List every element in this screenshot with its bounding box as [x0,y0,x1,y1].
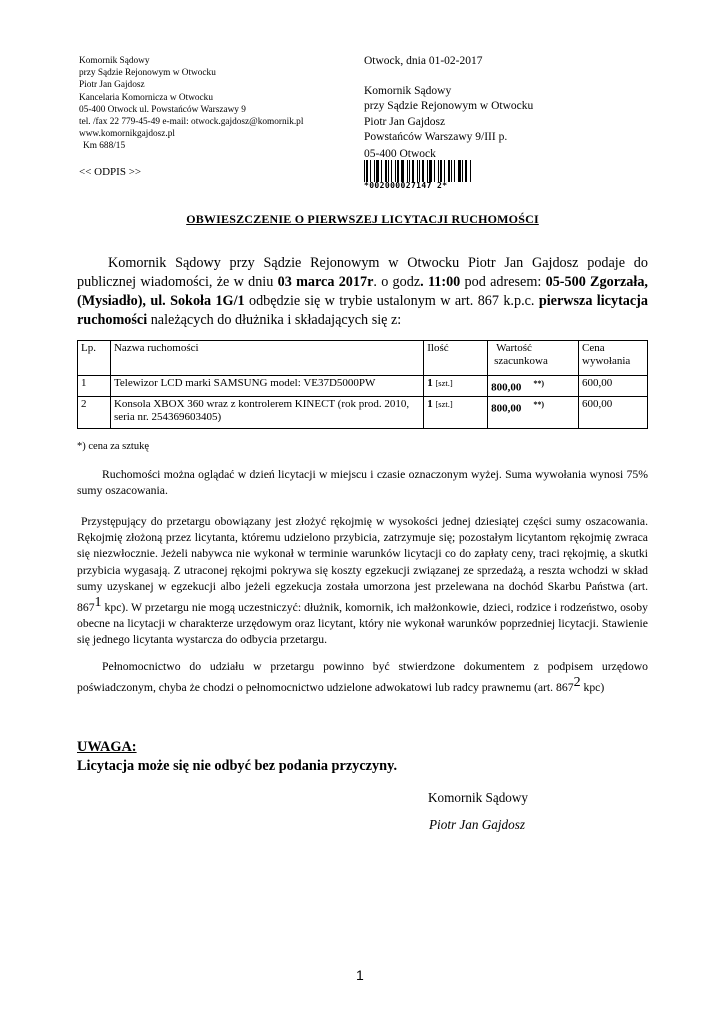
barcode-bar [407,160,408,182]
cell-price: 600,00 [579,396,648,428]
header-price-line1: Cena [582,342,605,354]
intro-text: . o godz [373,274,421,290]
barcode-bar [454,160,455,182]
barcode-bar [376,160,379,182]
value-amount: 800,00 [491,402,522,415]
header-price [579,341,648,376]
barcode-bar [458,160,461,182]
barcode-bar [427,160,428,182]
cell-qty [424,376,488,397]
paragraph-text: kpc). W przetargu nie mogą uczestniczyć: dłużnik, komornik, ich małżonkowie, dzieci, rodzice i rodzeństwo, osoby obecne na licytacji w charakterze urzędowym oraz licytant, który nie wykonał warunków poprzedniej licytacji. Stawienie się jednego licytanta wystarcza do odbycia przetargu. [77,600,648,647]
deposit-paragraph [77,514,648,649]
signer-title: Komornik Sądowy [428,790,529,805]
barcode-bar [388,160,389,182]
barcode-bar [448,160,450,182]
barcode-bar [470,160,471,182]
qty-value: 1 [427,397,433,410]
barcode-bar [366,160,368,182]
proxy-paragraph [77,659,648,696]
header-value-line1: Wartość [496,342,532,354]
qty-unit: [szt.] [435,398,453,409]
header-value [488,341,579,376]
addressee-line: przy Sądzie Rejonowym w Otwocku [364,100,534,113]
intro-paragraph [77,254,648,330]
sender-line: tel. /fax 22 779-45-49 e-mail: otwock.gajdosz@komornik.pl [79,117,304,128]
barcode-bar [422,160,424,182]
notice-block [77,738,397,776]
auction-type: pierwsza licytacja ruchomości [77,293,648,328]
sender-line: Komornik Sądowy [79,56,150,66]
table-header-row [78,341,648,376]
page-number: 1 [356,967,364,983]
barcode-bar [412,160,414,182]
paragraph-text: kpc) [580,681,605,695]
barcode-bar [417,160,418,182]
header-price-line2: wywołania [582,355,631,367]
intro-text: odbędzie się w trybie ustalonym w art. 867 k.p.c. [244,293,539,309]
header-qty: Ilość [424,341,488,376]
article-superscript: 2 [573,675,581,691]
sender-line: przy Sądzie Rejonowym w Otwocku [79,68,216,79]
addressee-line: 05-400 Otwock [364,148,436,161]
barcode-bar [370,160,371,182]
cell-name: Telewizor LCD marki SAMSUNG model: VE37D5000PW [110,376,423,397]
sender-line: Piotr Jan Gajdosz [79,80,145,91]
odpis-label: << ODPIS >> [79,166,142,178]
value-amount: 800,00 [491,381,522,394]
cell-value [488,376,579,397]
barcode-bar [440,160,442,182]
cell-price: 600,00 [579,376,648,397]
cell-value [488,396,579,428]
value-footnote-mark: **) [533,379,545,388]
barcode-bar [395,160,396,182]
header-name: Nazwa ruchomości [110,341,423,376]
auction-address: 05-500 Zgorzała, (Mysiadło), ul. Sokoła 1G/1 [77,274,648,309]
addressee-block [364,84,533,162]
barcode-bar [364,160,365,182]
sender-line: 05-400 Otwock ul. Powstańców Warszawy 9 [79,104,246,115]
header-lp: Lp. [78,341,111,376]
barcode-bar [385,160,387,182]
barcode [364,160,472,190]
barcode-bar [374,160,375,182]
barcode-bar [401,160,404,182]
intro-text: pod adresem: [460,274,546,290]
viewing-paragraph: Ruchomości można oglądać w dzień licytacji w miejscu i czasie oznaczonym wyżej. Suma wywołania wynosi 75% sumy oszacowania. [77,468,648,498]
barcode-bar [434,160,435,182]
addressee-line: Piotr Jan Gajdosz [364,115,446,128]
article-superscript: 1 [94,595,102,611]
header-value-line2: szacunkowa [494,355,548,367]
barcode-bar [409,160,410,182]
footnote: *) cena za sztukę [77,441,149,452]
sender-line: www.komornikgajdosz.pl [79,129,175,140]
intro-text: należących do dłużnika i składających się z: [147,312,402,328]
cell-qty [424,396,488,428]
value-footnote-mark: **) [533,399,545,409]
barcode-bar [429,160,432,182]
notice-text: Licytacja może się nie odbyć bez podania przyczyny. [77,758,398,774]
cell-name: Konsola XBOX 360 wraz z kontrolerem KINECT (rok prod. 2010, seria nr. 254369603405) [110,396,423,428]
barcode-bar [451,160,452,182]
barcode-bar [381,160,382,182]
barcode-bar [397,160,399,182]
barcode-bar [391,160,392,182]
barcode-bar [419,160,420,182]
qty-value: 1 [427,377,433,389]
paragraph-text: Pełnomocnictwo do udziału w przetargu powinno być stwierdzone dokumentem z podpisem urzędowo poświadczonym, chyba że chodzi o pełnomocnictwo udzielone adwokatowi lub radcy prawnemu (art. 867 [77,660,648,695]
barcode-bar [438,160,439,182]
place-date: Otwock, dnia 01-02-2017 [364,55,483,67]
addressee-line: Komornik Sądowy [364,85,452,97]
notice-label: UWAGA: [77,739,137,755]
barcode-bar [462,160,463,182]
cell-lp: 2 [78,396,111,428]
qty-unit: [szt.] [435,378,453,388]
sender-line: Kancelaria Komornicza w Otwocku [79,92,213,103]
document-title: OBWIESZCZENIE O PIERWSZEJ LICYTACJI RUCHOMOŚCI [186,212,539,226]
cell-lp: 1 [78,376,111,397]
barcode-bars [364,160,472,182]
table-row [78,396,648,428]
paragraph-text: Przystępujący do przetargu obowiązany jest złożyć rękojmię w wysokości jednej dziesiątej części sumy oszacowania. Rękojmię złożoną przez licytanta, któremu udzielono przybicia, zatrzymuje się; pozostałym licytantom rękojmię zwraca się niezwłocznie. Jeżeli nabywca nie wykonał w terminie warunków licytacji co do zapłaty ceny, traci rękojmię, a skutki przybicia wygasają. Z utraconej rękojmi pokrywa się koszty egzekucji związanej ze sprzedażą, a reszta wchodzi w skład sumy uzyskanej w egzekucji albo jeżeli egzekucja została umorzona jest przelewana na dochód Skarbu Państwa (art. 867 [77,515,648,614]
table-row [78,376,648,397]
sender-header [79,55,303,153]
items-table [77,340,648,429]
addressee-line: Powstańców Warszawy 9/III p. [364,130,508,143]
barcode-text: *002000027147 2* [364,181,448,190]
barcode-bar [465,160,467,182]
barcode-bar [444,160,445,182]
signer-name: Piotr Jan Gajdosz [429,817,525,832]
intro-text: Komornik Sądowy przy Sądzie Rejonowym w Otwocku Piotr Jan Gajdosz podaje do publicznej wiadomości, że w dniu [77,255,648,290]
case-number: Km 688/15 [83,141,126,152]
auction-time: . 11:00 [420,274,461,290]
auction-date: 03 marca 2017r [277,274,374,290]
